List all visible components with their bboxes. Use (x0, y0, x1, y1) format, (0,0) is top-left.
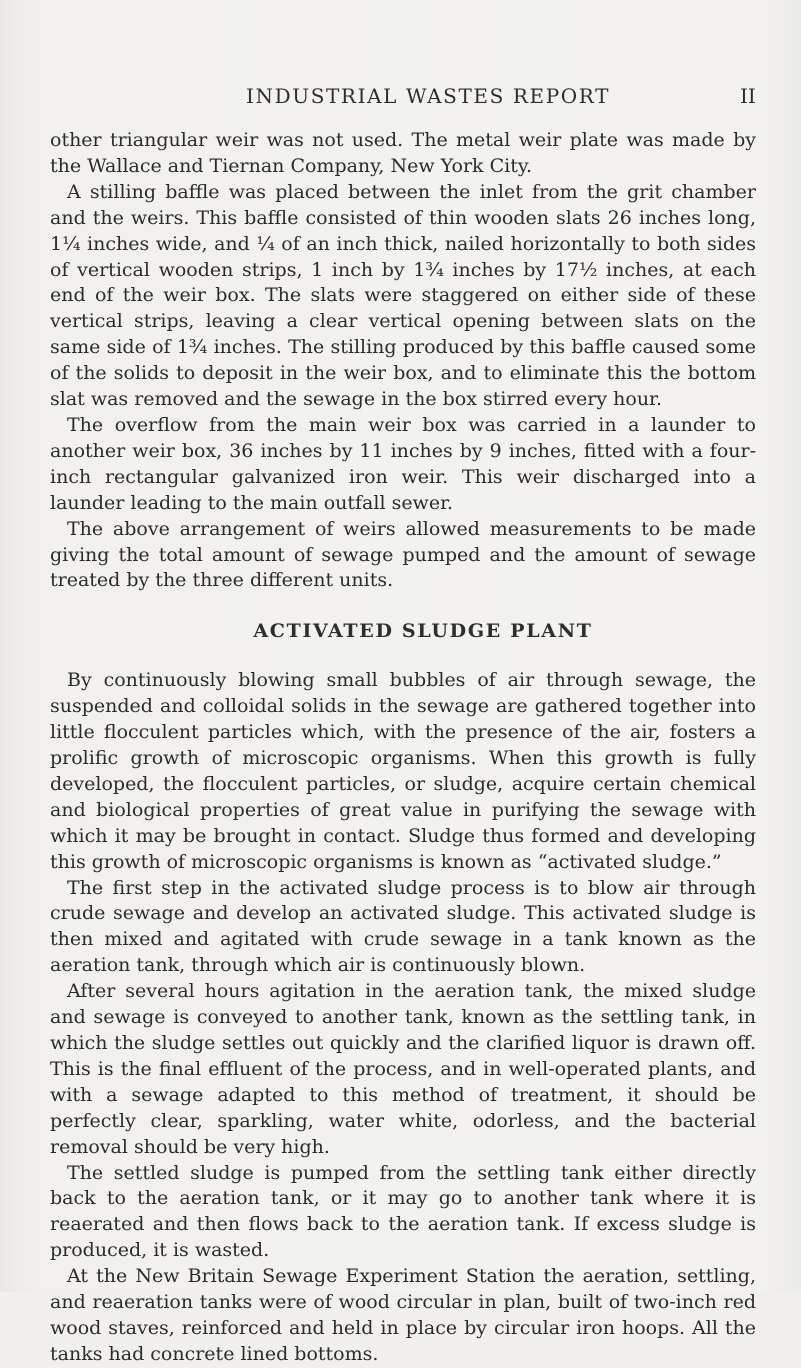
paragraph: After several hours agitation in the aeration tank, the mixed sludge and sewage is conveyed to another tank, known as the settling tank, in which the sludge settles out quickly and the clarified liquor is drawn off. This is the final effluent of the process, and in well-operated plants, and with a sewage adapted to this method of treatment, it should be perfectly clear, sparkling, water white, odorless, and the bacterial removal should be very high. (50, 980, 756, 1158)
paragraph: By continuously blowing small bubbles of air through sewage, the suspended and colloidal solids in the sewage are gathered together into little flocculent particles which, with the presence of the air, fosters a prolific growth of microscopic organisms. When this growth is fully developed, the flocculent particles, or sludge, acquire certain chemical and biological properties of great value in purifying the sewage with which it may be brought in contact. Sludge thus formed and developing this growth of microscopic organisms is known as “activated sludge.” (50, 669, 756, 873)
paragraph: The first step in the activated sludge process is to blow air through crude sewage and develop an activated sludge. This activated sludge is then mixed and agitated with crude sewage in a tank known as the aeration tank, through which air is continuously blown. (50, 876, 756, 977)
running-title: INDUSTRIAL WASTES REPORT (246, 84, 611, 108)
paragraph: The overflow from the main weir box was carried in a launder to another weir box, 36 inches by 11 inches by 9 inches, fitted with a four-inch rectangular galvanized iron weir. This weir discharged into a launder leading to the main outfall sewer. (50, 413, 756, 514)
paragraph: At the New Britain Sewage Experiment Station the aeration, settling, and reaeration tanks were of wood circular in plan, built of two-inch red wood staves, reinforced and held in place by circular iron hoops. All the tanks had concrete lined bottoms. (50, 1265, 756, 1365)
section-heading: ACTIVATED SLUDGE PLANT (253, 620, 593, 643)
running-header (0, 84, 801, 112)
body-text (50, 128, 756, 1368)
paragraph: A stilling baffle was placed between the inlet from the grit chamber and the weirs. This baffle consisted of thin wooden slats 26 inches long, 1¼ inches wide, and ¼ of an inch thick, nailed horizontally to both sides of vertical wooden strips, 1 inch by 1¾ inches by 17½ inches, at each end of the weir box. The slats were staggered on either side of these vertical strips, leaving a clear vertical opening between slats on the same side of 1¾ inches. The stilling produced by this baffle caused some of the solids to deposit in the weir box, and to eliminate this the bottom slat was removed and the sewage in the box stirred every hour. (50, 180, 756, 411)
page-number: II (740, 84, 756, 108)
paragraph: other triangular weir was not used. The metal weir plate was made by the Wallace and Tiernan Company, New York City. (50, 129, 756, 177)
paragraph: The settled sludge is pumped from the settling tank either directly back to the aeration tank, or it may go to another tank where it is reaerated and then flows back to the aeration tank. If excess sludge is produced, it is wasted. (50, 1161, 756, 1262)
paragraph: The above arrangement of weirs allowed measurements to be made giving the total amount of sewage pumped and the amount of sewage treated by the three different units. (50, 517, 756, 592)
